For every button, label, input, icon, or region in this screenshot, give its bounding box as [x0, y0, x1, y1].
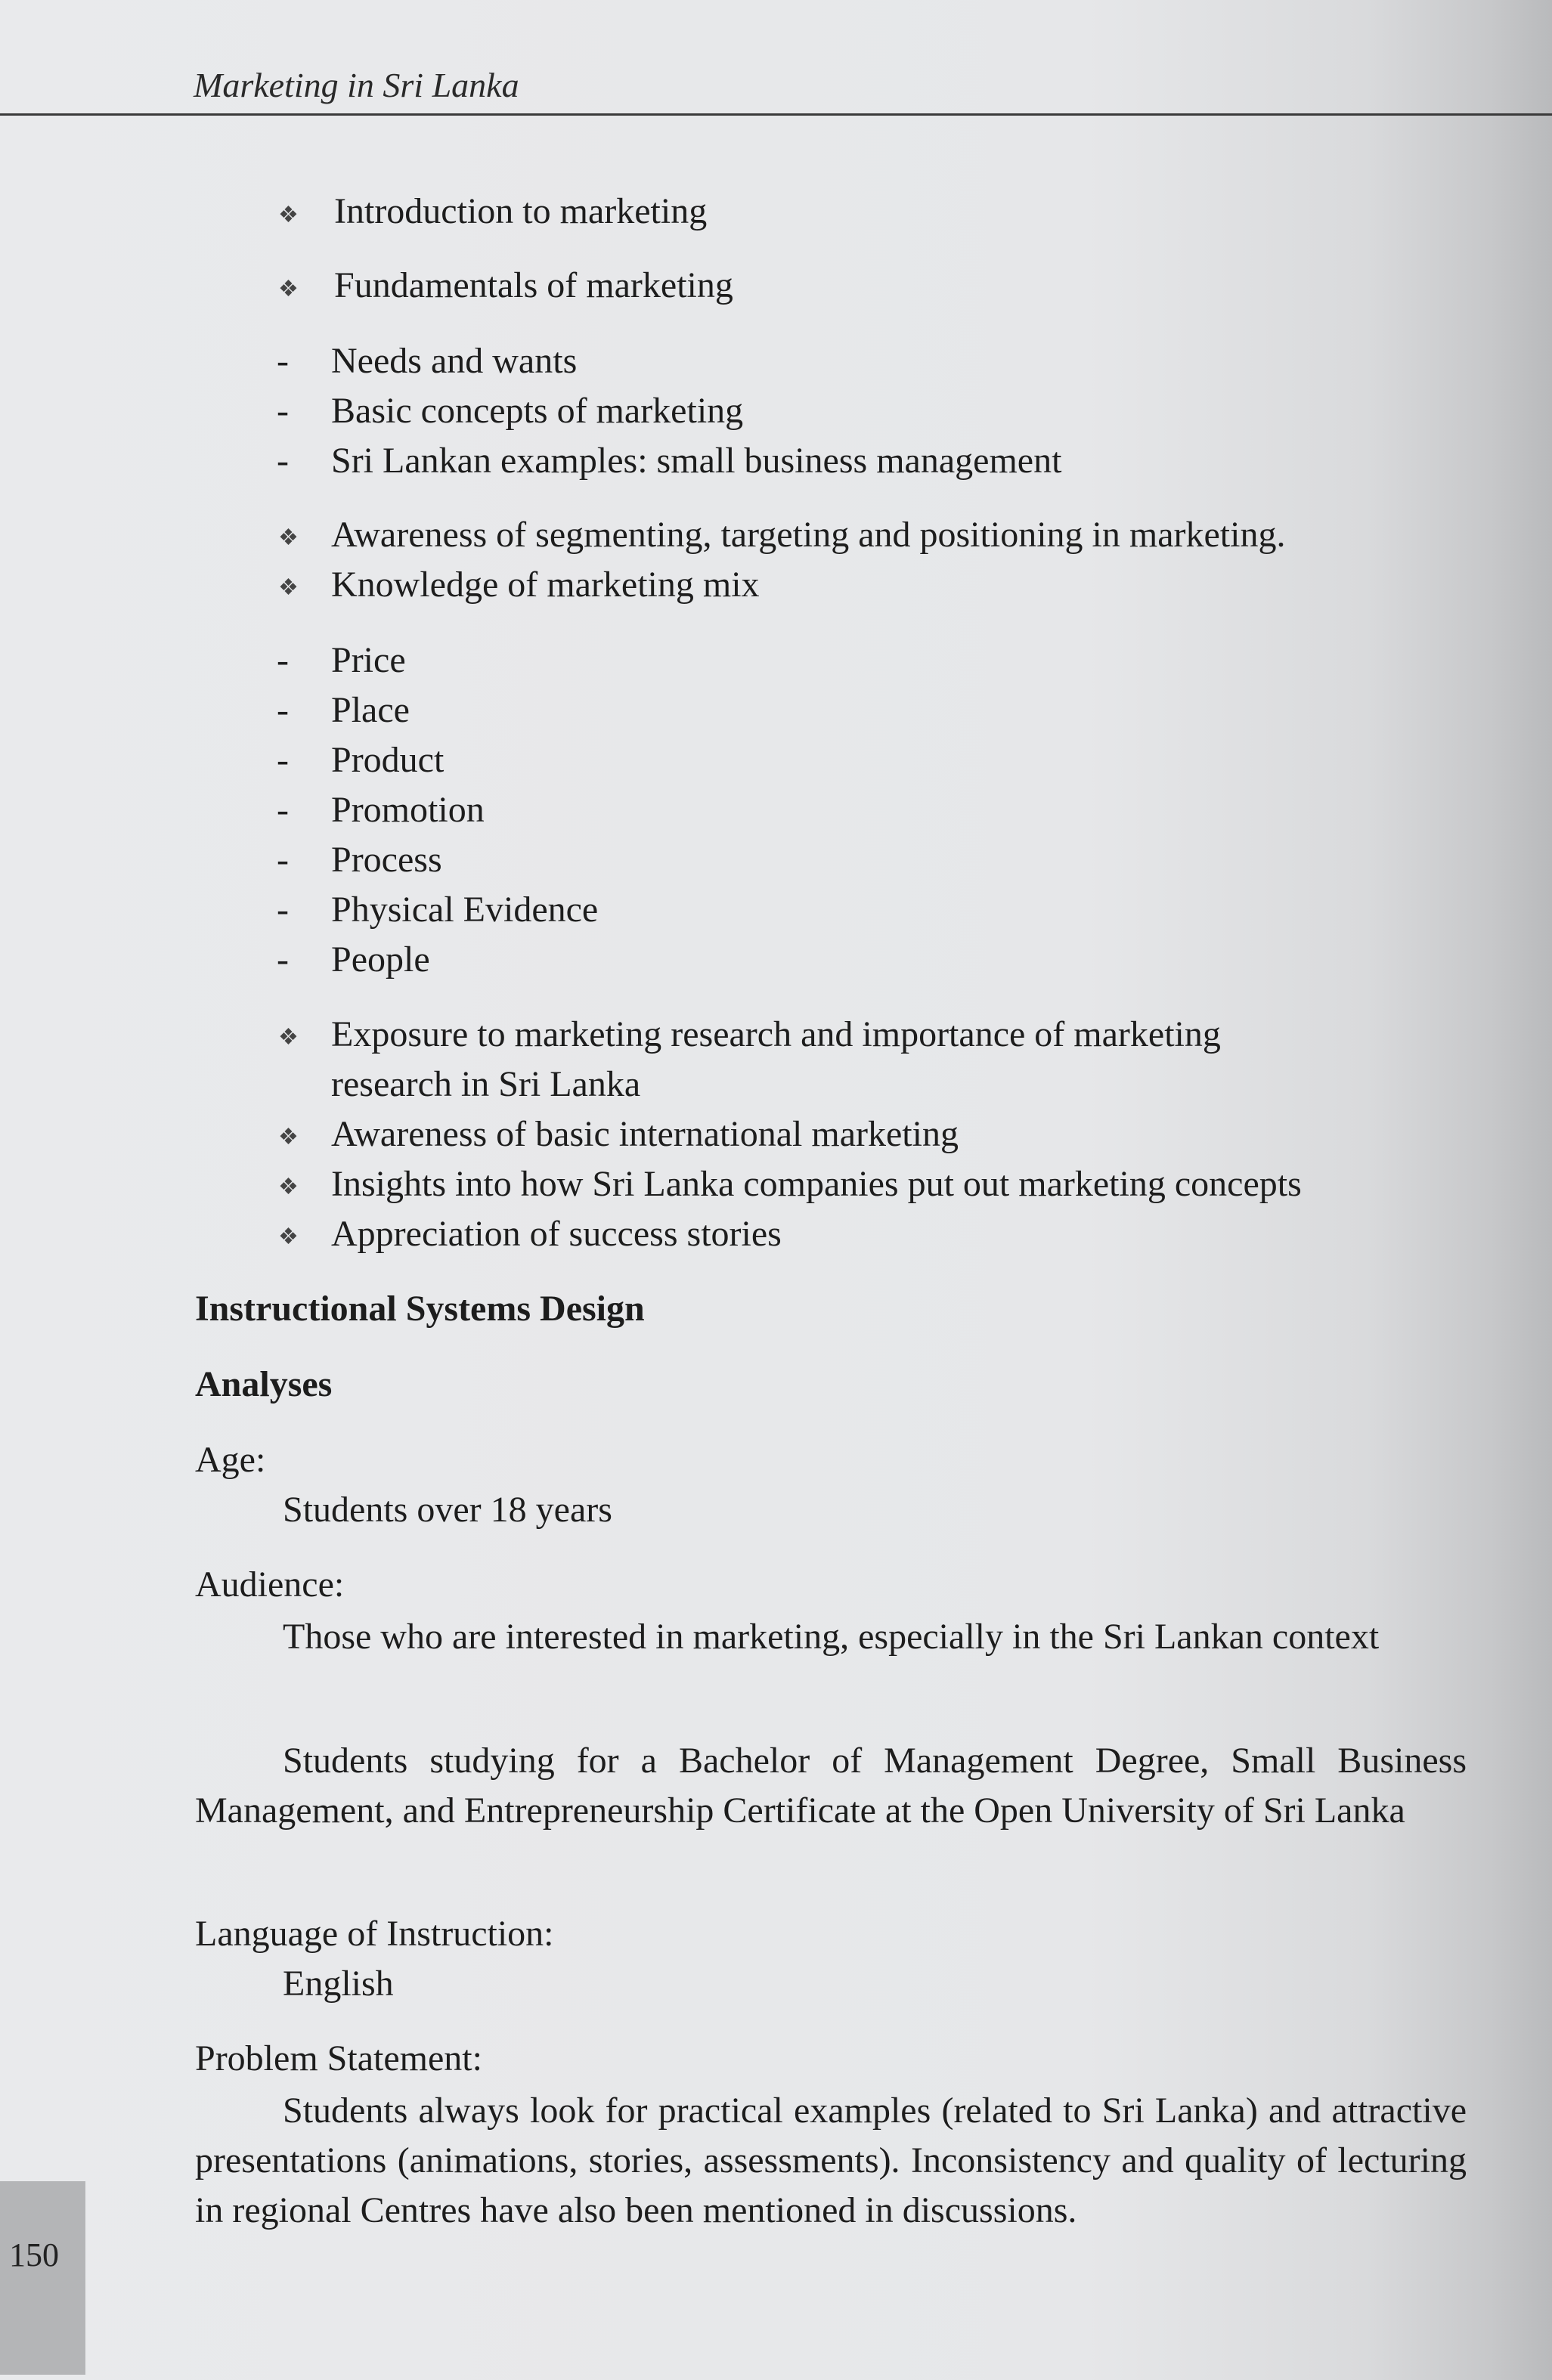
bullet-item: Awareness of basic international marketing — [331, 1114, 959, 1154]
running-header: Marketing in Sri Lanka — [194, 66, 519, 104]
dash-marker: - — [277, 740, 289, 780]
bullet-item: Introduction to marketing — [334, 191, 708, 231]
audience-label: Audience: — [195, 1564, 345, 1605]
bullet-diamond-icon: ❖ — [278, 203, 299, 227]
dash-marker: - — [277, 341, 289, 381]
section-heading: Instructional Systems Design — [195, 1289, 645, 1329]
mix-item: Price — [331, 640, 406, 680]
dash-marker: - — [277, 391, 289, 431]
sub-list-item: Needs and wants — [331, 341, 578, 381]
bullet-item: Fundamentals of marketing — [334, 265, 733, 305]
bullet-diamond-icon: ❖ — [278, 1224, 299, 1249]
dash-marker: - — [277, 939, 289, 980]
mix-item: Place — [331, 690, 410, 730]
bullet-item: Appreciation of success stories — [331, 1214, 782, 1254]
audience-paragraph-1: Those who are interested in marketing, especially in the Sri Lankan context — [283, 1617, 1380, 1657]
problem-label: Problem Statement: — [195, 2038, 482, 2078]
dash-marker: - — [277, 640, 289, 680]
bullet-diamond-icon: ❖ — [278, 1175, 299, 1199]
subsection-heading: Analyses — [195, 1364, 333, 1404]
language-label: Language of Instruction: — [195, 1914, 554, 1954]
bullet-diamond-icon: ❖ — [278, 575, 299, 600]
bullet-diamond-icon: ❖ — [278, 277, 299, 302]
dash-marker: - — [277, 890, 289, 930]
audience-paragraph-2: Students studying for a Bachelor of Management Degree, Small Business Management, and Entrepreneurship Certificate at the Open University of Sri Lanka — [195, 1741, 1467, 1831]
language-value: English — [283, 1964, 394, 2004]
dash-marker: - — [277, 790, 289, 830]
mix-item: Product — [331, 740, 445, 780]
bullet-diamond-icon: ❖ — [278, 1125, 299, 1150]
bullet-item-continuation: research in Sri Lanka — [331, 1064, 641, 1104]
sub-list-item: Sri Lankan examples: small business management — [331, 441, 1062, 481]
page-number-tab — [0, 2181, 85, 2375]
bullet-diamond-icon: ❖ — [278, 525, 299, 550]
sub-list-item: Basic concepts of marketing — [331, 391, 744, 431]
problem-paragraph: Students always look for practical examples (related to Sri Lanka) and attractive presentations (animations, stories, assessments). Inconsistency and quality of lecturing in regional Centres have also been mentioned in discussions. — [195, 2091, 1467, 2231]
bullet-item: Knowledge of marketing mix — [331, 565, 760, 605]
mix-item: People — [331, 939, 430, 980]
age-value: Students over 18 years — [283, 1490, 612, 1530]
age-label: Age: — [195, 1440, 266, 1480]
header-rule — [0, 113, 1552, 116]
bullet-diamond-icon: ❖ — [278, 1025, 299, 1050]
page-number: 150 — [9, 2236, 59, 2273]
dash-marker: - — [277, 840, 289, 880]
dash-marker: - — [277, 690, 289, 730]
mix-item: Physical Evidence — [331, 890, 599, 930]
mix-item: Process — [331, 840, 442, 880]
bullet-item: Insights into how Sri Lanka companies put out marketing concepts — [331, 1164, 1302, 1204]
bullet-item: Exposure to marketing research and importance of marketing — [331, 1014, 1221, 1054]
mix-item: Promotion — [331, 790, 485, 830]
dash-marker: - — [277, 441, 289, 481]
bullet-item: Awareness of segmenting, targeting and positioning in marketing. — [331, 515, 1286, 555]
